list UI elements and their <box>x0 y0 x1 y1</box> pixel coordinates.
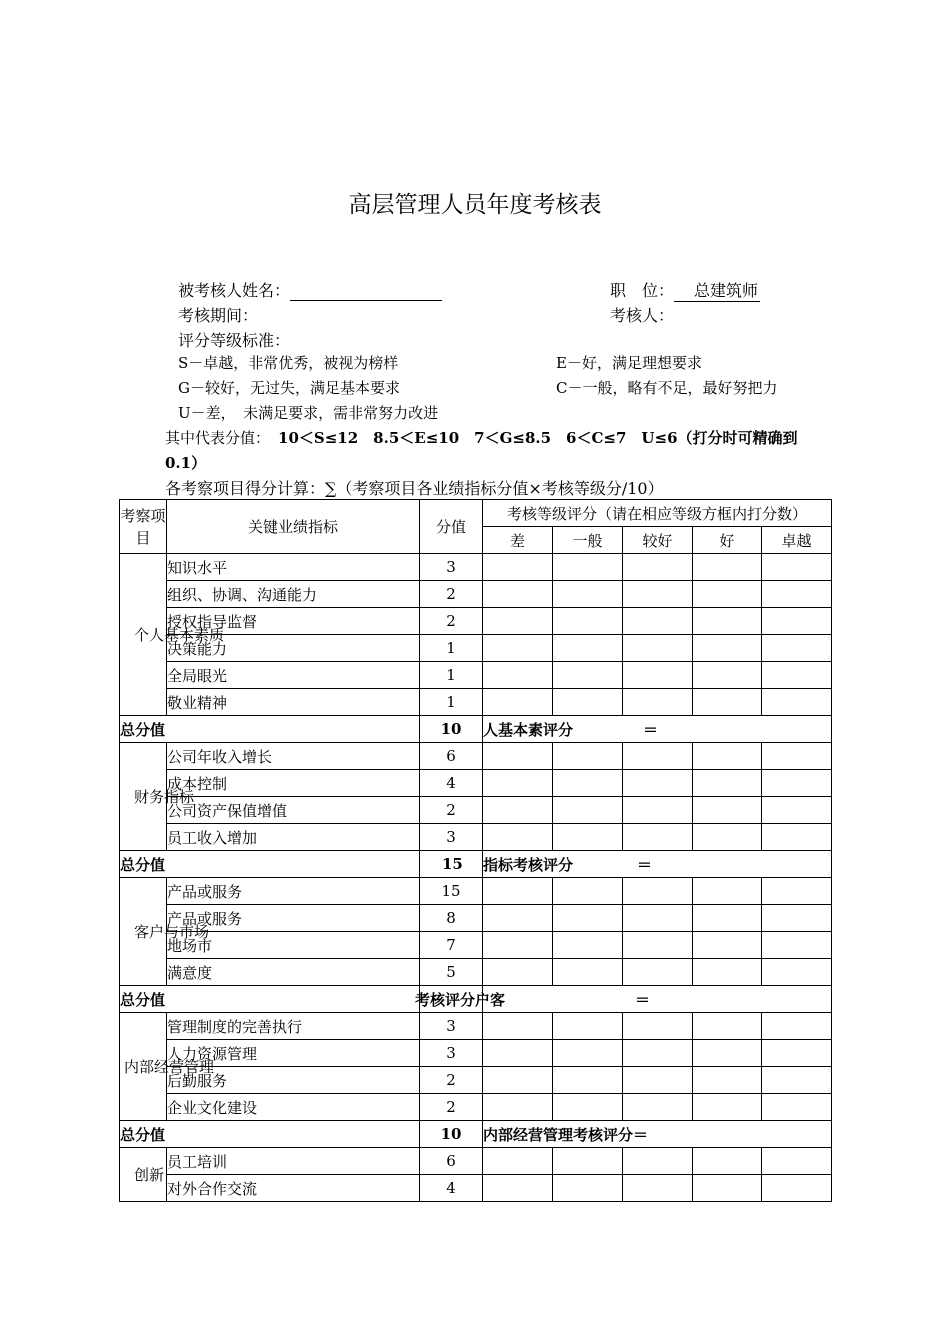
rating-cell[interactable] <box>623 824 693 851</box>
section-result <box>483 716 832 743</box>
equals-sign: ＝ <box>635 990 651 1009</box>
rating-cell[interactable] <box>762 743 832 770</box>
rating-cell[interactable] <box>483 905 553 932</box>
total-label: 总分值 <box>120 716 420 743</box>
score-cell: 2 <box>420 608 483 635</box>
table-row <box>120 1067 832 1094</box>
rating-cell[interactable] <box>693 635 762 662</box>
rating-cell[interactable] <box>553 743 623 770</box>
rating-cell[interactable] <box>762 1148 832 1175</box>
rating-cell[interactable] <box>483 743 553 770</box>
standard-label: 评分等级标准： <box>178 331 291 350</box>
kpi-cell: 管理制度的完善执行 <box>167 1013 420 1040</box>
assessor-label: 考核人： <box>610 306 675 325</box>
score-cell: 1 <box>420 635 483 662</box>
rating-cell[interactable] <box>553 770 623 797</box>
rating-cell[interactable] <box>483 1067 553 1094</box>
kpi-cell: 公司年收入增长 <box>167 743 420 770</box>
kpi-cell: 企业文化建设 <box>167 1094 420 1121</box>
rating-cell[interactable] <box>623 689 693 716</box>
rating-cell[interactable] <box>483 878 553 905</box>
rating-cell[interactable] <box>693 1067 762 1094</box>
level-average: 一般 <box>553 527 623 554</box>
level-poor: 差 <box>483 527 553 554</box>
rating-cell[interactable] <box>623 1040 693 1067</box>
table-row <box>120 1148 832 1175</box>
score-cell: 6 <box>420 743 483 770</box>
table-row <box>120 743 832 770</box>
level-excellent: 卓越 <box>762 527 832 554</box>
grade-c: C－一般，略有不足，最好努把力 <box>556 379 778 397</box>
rating-cell[interactable] <box>553 932 623 959</box>
rating-cell[interactable] <box>693 1148 762 1175</box>
grade-s: S－卓越，非常优秀，被视为榜样 <box>178 354 399 372</box>
rating-cell[interactable] <box>483 635 553 662</box>
rating-cell[interactable] <box>623 662 693 689</box>
rating-cell[interactable] <box>693 1175 762 1202</box>
position-field <box>610 278 760 302</box>
rating-cell[interactable] <box>553 554 623 581</box>
kpi-cell: 决策能力 <box>167 635 420 662</box>
rating-cell[interactable] <box>553 959 623 986</box>
rating-cell[interactable] <box>693 608 762 635</box>
table-row <box>120 608 832 635</box>
rating-cell[interactable] <box>693 662 762 689</box>
rating-cell[interactable] <box>623 635 693 662</box>
score-cell: 7 <box>420 932 483 959</box>
rating-cell[interactable] <box>693 932 762 959</box>
table-row <box>120 797 832 824</box>
rating-cell[interactable] <box>693 581 762 608</box>
score-cell: 2 <box>420 1094 483 1121</box>
rating-cell[interactable] <box>623 959 693 986</box>
rating-cell[interactable] <box>623 878 693 905</box>
kpi-cell: 员工收入增加 <box>167 824 420 851</box>
rating-cell[interactable] <box>762 1175 832 1202</box>
score-cell: 2 <box>420 797 483 824</box>
score-cell: 4 <box>420 770 483 797</box>
position-label: 职 位： <box>610 281 675 300</box>
grade-u: U－差， 未满足要求，需非常努力改进 <box>178 404 439 422</box>
rating-cell[interactable] <box>553 905 623 932</box>
rating-cell[interactable] <box>693 1040 762 1067</box>
total-score: 10 <box>420 1121 483 1148</box>
rating-cell[interactable] <box>623 770 693 797</box>
table-row <box>120 662 832 689</box>
rating-cell[interactable] <box>762 554 832 581</box>
score-cell: 6 <box>420 1148 483 1175</box>
header-kpi: 关键业绩指标 <box>167 500 420 554</box>
rating-cell[interactable] <box>623 1067 693 1094</box>
category-finance: 财务指标 <box>120 743 167 851</box>
rating-cell[interactable] <box>623 1148 693 1175</box>
kpi-cell: 组织、协调、沟通能力 <box>167 581 420 608</box>
rating-cell[interactable] <box>762 1013 832 1040</box>
kpi-cell: 人力资源管理 <box>167 1040 420 1067</box>
score-cell: 2 <box>420 581 483 608</box>
rating-cell[interactable] <box>553 1148 623 1175</box>
category-customer-market: 客户与市场 <box>120 878 167 986</box>
score-line-prefix: 其中代表分值： <box>165 429 271 447</box>
table-row <box>120 878 832 905</box>
table-header-row <box>120 500 832 527</box>
kpi-cell: 产品或服务 <box>167 878 420 905</box>
score-cell: 2 <box>420 1067 483 1094</box>
rating-cell[interactable] <box>693 878 762 905</box>
rating-cell[interactable] <box>623 905 693 932</box>
rating-cell[interactable] <box>483 770 553 797</box>
table-row <box>120 959 832 986</box>
rating-cell[interactable] <box>762 1094 832 1121</box>
rating-cell[interactable] <box>483 1040 553 1067</box>
table-row <box>120 905 832 932</box>
table-row <box>120 1013 832 1040</box>
rating-cell[interactable] <box>483 932 553 959</box>
total-row <box>120 986 832 1013</box>
table-row <box>120 770 832 797</box>
total-label: 总分值 <box>120 1121 420 1148</box>
kpi-cell: 授权指导监督 <box>167 608 420 635</box>
score-cell: 3 <box>420 824 483 851</box>
rating-cell[interactable] <box>483 662 553 689</box>
page-title: 高层管理人员年度考核表 <box>348 192 602 218</box>
rating-cell[interactable] <box>762 689 832 716</box>
table-row <box>120 824 832 851</box>
rating-cell[interactable] <box>553 1175 623 1202</box>
grade-e: E－好，满足理想要求 <box>556 354 702 372</box>
kpi-cell: 满意度 <box>167 959 420 986</box>
equals-sign: ＝ <box>643 720 659 739</box>
total-score: 10 <box>420 716 483 743</box>
score-line <box>165 427 798 448</box>
rating-cell[interactable] <box>483 689 553 716</box>
rating-cell[interactable] <box>553 878 623 905</box>
rating-cell[interactable] <box>553 581 623 608</box>
result-label: 人基本素评分 <box>483 720 574 739</box>
section-result <box>415 986 832 1013</box>
rating-cell[interactable] <box>693 1013 762 1040</box>
rating-cell[interactable] <box>762 878 832 905</box>
rating-cell[interactable] <box>553 1040 623 1067</box>
position-value: 总建筑师 <box>674 278 760 302</box>
rating-cell[interactable] <box>553 635 623 662</box>
rating-cell[interactable] <box>693 554 762 581</box>
rating-cell[interactable] <box>623 1175 693 1202</box>
total-row <box>120 1121 832 1148</box>
score-cell: 15 <box>420 878 483 905</box>
grade-g: G－较好，无过失，满足基本要求 <box>178 379 400 397</box>
score-cell: 3 <box>420 1040 483 1067</box>
rating-cell[interactable] <box>762 662 832 689</box>
result-label: 考核评分户客 <box>415 990 506 1009</box>
rating-cell[interactable] <box>762 770 832 797</box>
name-input-line[interactable] <box>290 280 442 301</box>
rating-cell[interactable] <box>762 905 832 932</box>
rating-cell[interactable] <box>483 959 553 986</box>
kpi-cell: 成本控制 <box>167 770 420 797</box>
rating-cell[interactable] <box>762 959 832 986</box>
rating-cell[interactable] <box>762 1067 832 1094</box>
rating-cell[interactable] <box>623 743 693 770</box>
rating-cell[interactable] <box>483 1013 553 1040</box>
score-cell: 1 <box>420 689 483 716</box>
rating-cell[interactable] <box>553 797 623 824</box>
name-label: 被考核人姓名： <box>178 281 291 300</box>
section-result <box>483 851 832 878</box>
rating-cell[interactable] <box>553 1013 623 1040</box>
table-row <box>120 1175 832 1202</box>
kpi-cell: 员工培训 <box>167 1148 420 1175</box>
rating-cell[interactable] <box>483 1148 553 1175</box>
score-ranges: 10＜S≤12 8.5＜E≤10 7＜G≤8.5 6＜C≤7 U≤6（打分时可精确到 <box>278 429 798 447</box>
category-personal: 个人基本素质 <box>120 554 167 716</box>
score-cell: 3 <box>420 1013 483 1040</box>
rating-cell[interactable] <box>762 932 832 959</box>
rating-cell[interactable] <box>693 797 762 824</box>
table-row <box>120 581 832 608</box>
total-row <box>120 716 832 743</box>
section-result: 内部经营管理考核评分＝ <box>483 1121 832 1148</box>
rating-cell[interactable] <box>483 581 553 608</box>
kpi-cell: 全局眼光 <box>167 662 420 689</box>
header-score: 分值 <box>420 500 483 554</box>
rating-cell[interactable] <box>762 581 832 608</box>
rating-cell[interactable] <box>623 932 693 959</box>
score-cell: 1 <box>420 662 483 689</box>
rating-cell[interactable] <box>553 608 623 635</box>
assessment-table <box>119 499 832 1202</box>
score-cell: 4 <box>420 1175 483 1202</box>
table-row <box>120 689 832 716</box>
rating-cell[interactable] <box>483 1175 553 1202</box>
rating-cell[interactable] <box>553 662 623 689</box>
kpi-cell: 后勤服务 <box>167 1067 420 1094</box>
total-label: 总分值 <box>120 986 420 1013</box>
kpi-cell: 地场市 <box>167 932 420 959</box>
name-field <box>178 278 442 301</box>
rating-cell[interactable] <box>483 1094 553 1121</box>
rating-cell[interactable] <box>693 743 762 770</box>
score-line-cont: 0.1） <box>165 454 207 472</box>
level-good: 好 <box>693 527 762 554</box>
rating-cell[interactable] <box>762 1040 832 1067</box>
rating-cell[interactable] <box>762 797 832 824</box>
rating-cell[interactable] <box>693 905 762 932</box>
rating-cell[interactable] <box>623 1013 693 1040</box>
level-fairly-good: 较好 <box>623 527 693 554</box>
rating-cell[interactable] <box>762 635 832 662</box>
kpi-cell: 公司资产保值增值 <box>167 797 420 824</box>
table-row <box>120 1040 832 1067</box>
rating-cell[interactable] <box>693 824 762 851</box>
table-row <box>120 932 832 959</box>
rating-cell[interactable] <box>693 1094 762 1121</box>
rating-cell[interactable] <box>483 554 553 581</box>
rating-cell[interactable] <box>693 770 762 797</box>
score-cell: 5 <box>420 959 483 986</box>
kpi-cell: 知识水平 <box>167 554 420 581</box>
rating-cell[interactable] <box>553 1067 623 1094</box>
total-label: 总分值 <box>120 851 420 878</box>
table-row <box>120 554 832 581</box>
kpi-cell: 敬业精神 <box>167 689 420 716</box>
rating-cell[interactable] <box>762 608 832 635</box>
rating-cell[interactable] <box>623 581 693 608</box>
kpi-cell: 对外合作交流 <box>167 1175 420 1202</box>
table-row <box>120 635 832 662</box>
rating-cell[interactable] <box>762 824 832 851</box>
score-cell: 8 <box>420 905 483 932</box>
header-rating: 考核等级评分（请在相应等级方框内打分数） <box>483 500 832 527</box>
rating-cell[interactable] <box>693 689 762 716</box>
rating-cell[interactable] <box>623 554 693 581</box>
table-row <box>120 1094 832 1121</box>
result-label: 指标考核评分 <box>483 855 574 874</box>
equals-sign: ＝ <box>637 855 653 874</box>
rating-cell[interactable] <box>623 1094 693 1121</box>
total-score: 15 <box>420 851 483 878</box>
rating-cell[interactable] <box>483 608 553 635</box>
formula-text: 各考察项目得分计算：∑（考察项目各业绩指标分值×考核等级分/10） <box>165 479 664 498</box>
header-category: 考察项目 <box>120 500 167 554</box>
category-innovation: 创新 <box>120 1148 167 1202</box>
kpi-cell: 产品或服务 <box>167 905 420 932</box>
score-cell: 3 <box>420 554 483 581</box>
rating-cell[interactable] <box>553 689 623 716</box>
rating-cell[interactable] <box>553 824 623 851</box>
total-row <box>120 851 832 878</box>
rating-cell[interactable] <box>623 608 693 635</box>
rating-cell[interactable] <box>623 797 693 824</box>
rating-cell[interactable] <box>483 824 553 851</box>
category-internal-management: 内部经营管理 <box>120 1013 167 1121</box>
rating-cell[interactable] <box>483 797 553 824</box>
period-label: 考核期间： <box>178 306 259 325</box>
rating-cell[interactable] <box>553 1094 623 1121</box>
rating-cell[interactable] <box>693 959 762 986</box>
